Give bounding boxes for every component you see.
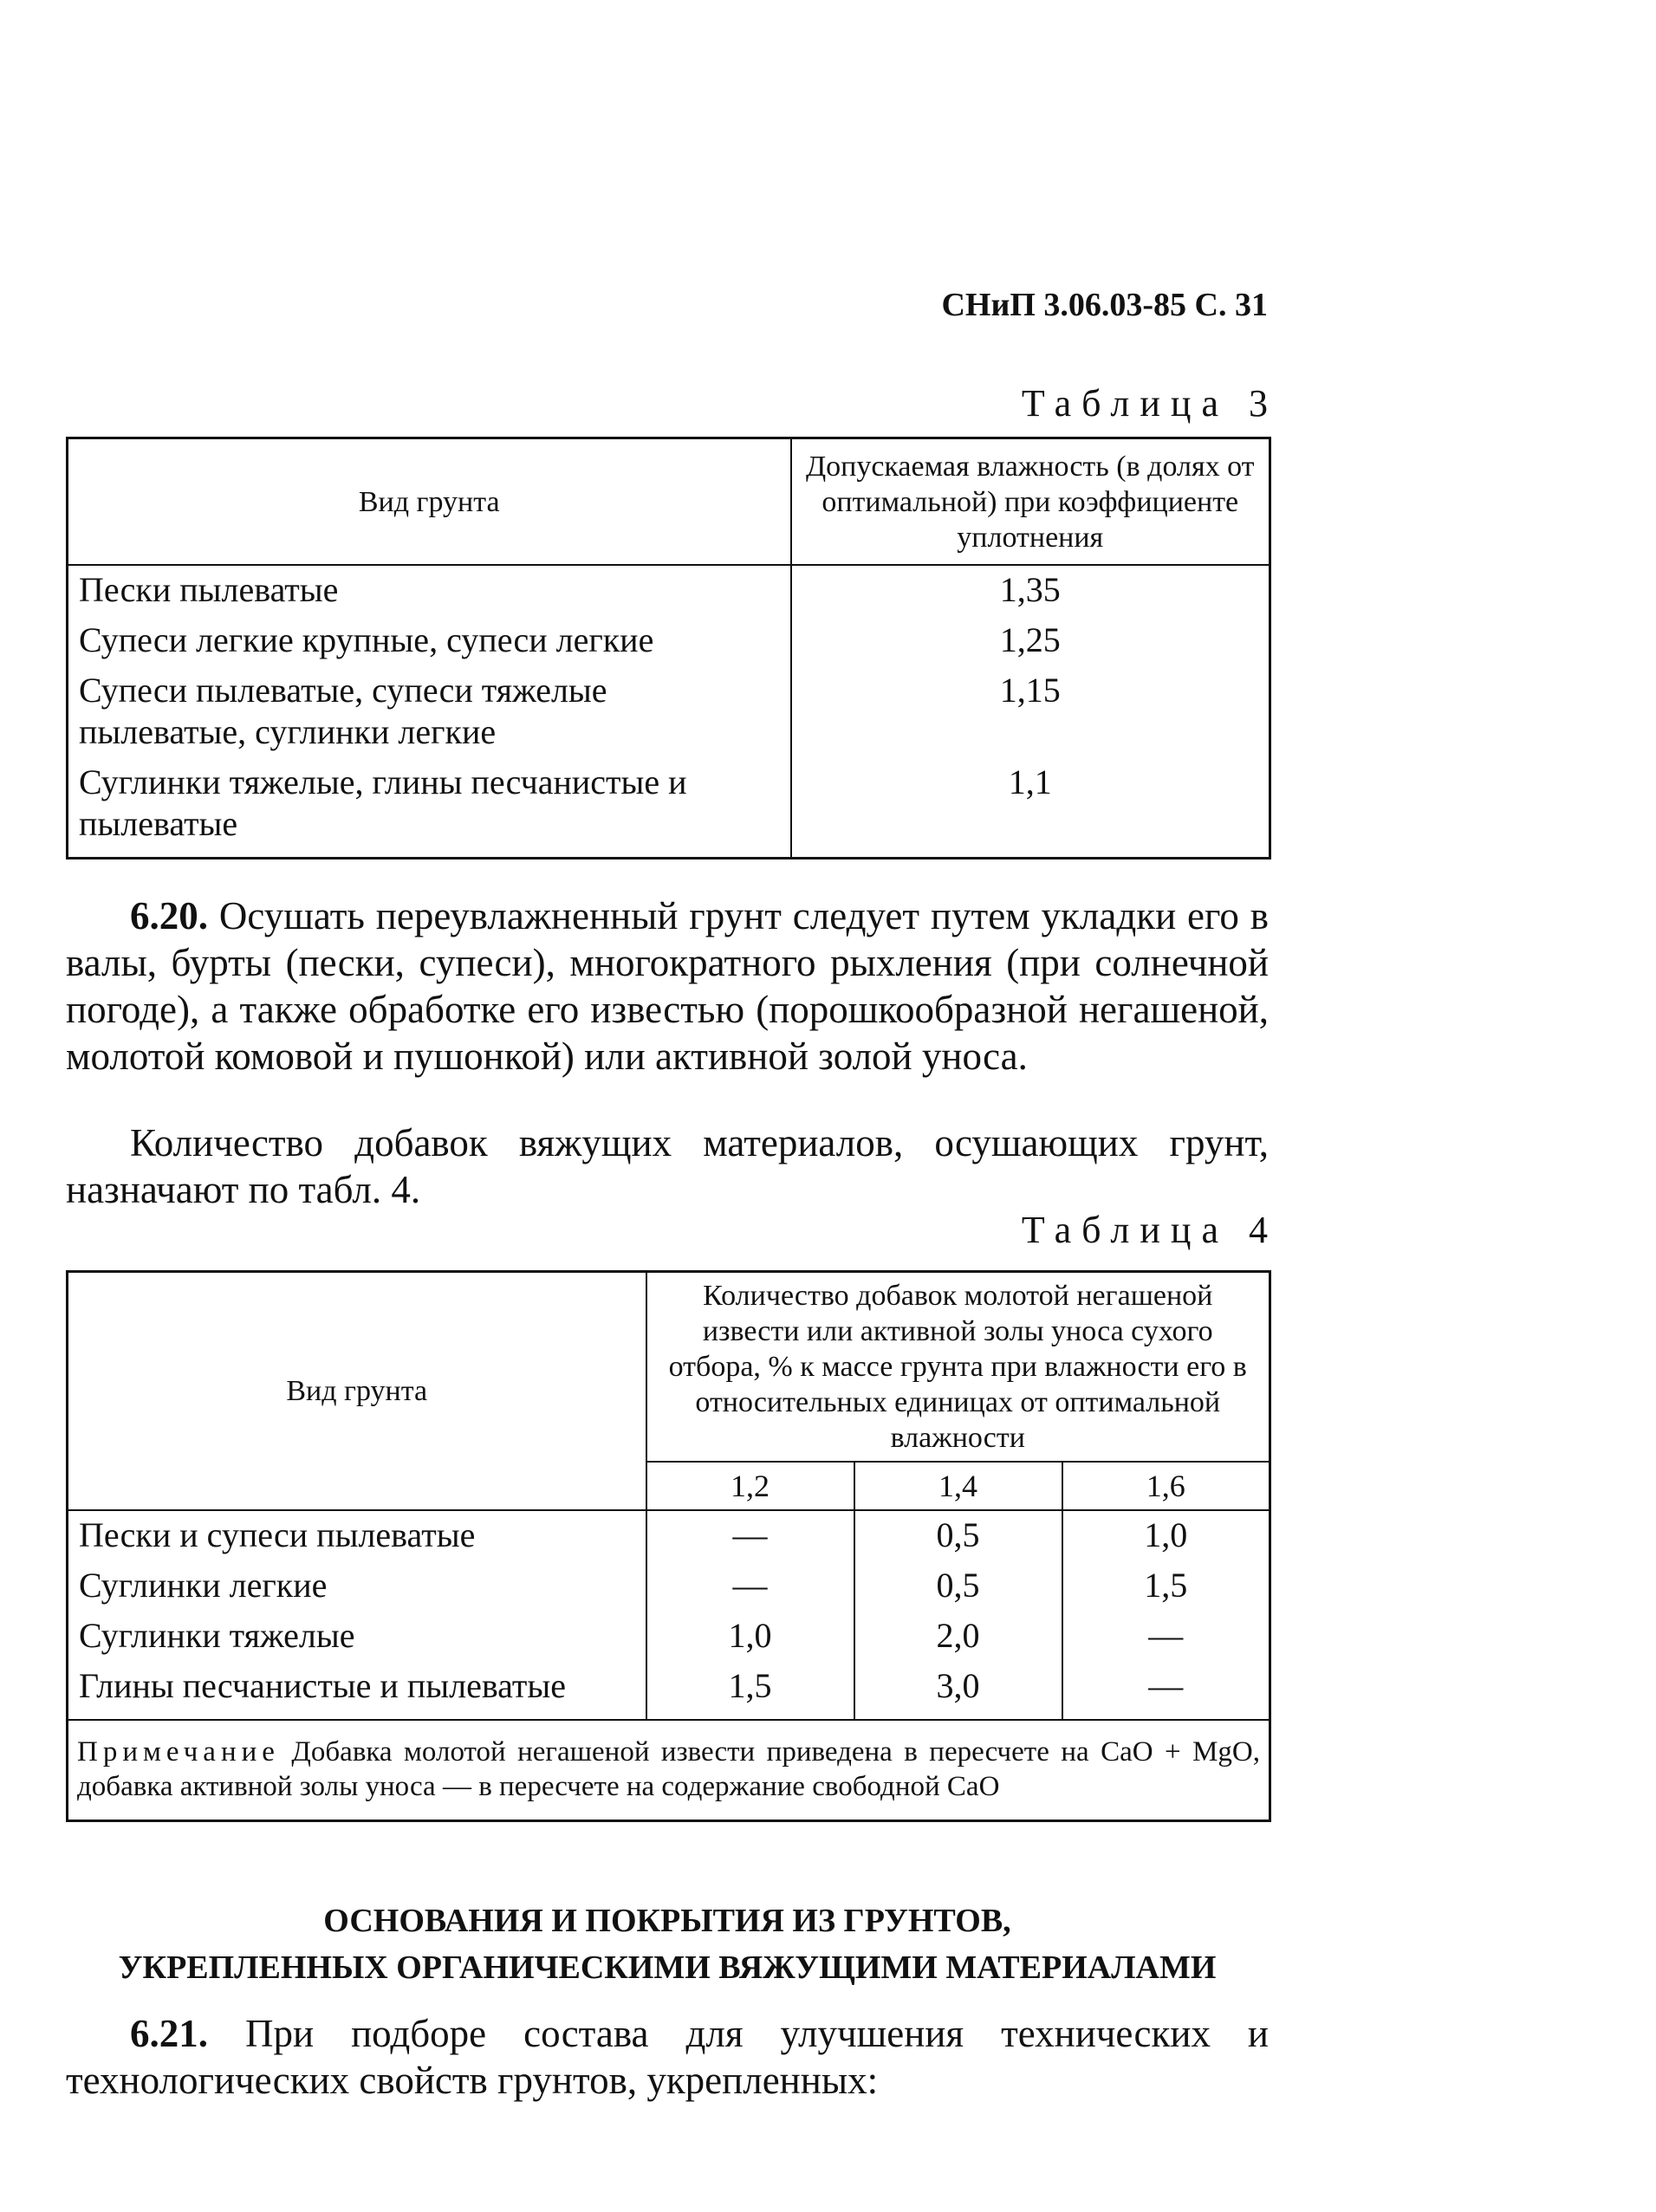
table-4 [66,1270,1271,1822]
table-4-subheader-1-6: 1,6 [1062,1462,1270,1510]
paragraph-number: 6.21. [130,2012,208,2055]
table-3-value-cell: 1,35 [791,565,1270,616]
table-3-caption: Таблица 3 [1021,382,1278,425]
table-4-value-cell: — [1062,1662,1270,1720]
table-4-value-cell: 2,0 [854,1612,1062,1662]
table-4-subheader-1-2: 1,2 [646,1462,854,1510]
paragraph-text: Осушать переувлажненный грунт следует путем укладки его в валы, бурты (пески, супеси), многократного рыхления (при солнечной погоде), а также обработке его известью (порошкообразной негашеной, молотой комовой и пушонкой) или активной золой уноса. [66,894,1269,1078]
paragraph-number: 6.20. [130,894,208,937]
table-4-value-cell: 0,5 [854,1510,1062,1561]
table-row [68,1662,1270,1720]
table-4-header-soil-type: Вид грунта [68,1272,646,1511]
table-3-header-soil-type: Вид грунта [68,438,791,566]
paragraph-6-20 [66,892,1269,1080]
note-text: Добавка молотой негашеной извести приведена в пересчете на CaO + MgO, добавка активной золы уноса — в пересчете на содержание свободной CaO [77,1736,1260,1802]
table-3 [66,437,1271,860]
running-head: СНиП 3.06.03-85 С. 31 [941,287,1268,323]
table-4-soil-cell: Суглинки тяжелые [79,1616,355,1655]
table-row [68,565,1270,616]
table-4-value-cell: 1,5 [646,1662,854,1720]
table-row [68,758,1270,859]
table-3-header-moisture: Допускаемая влажность (в долях от оптимальной) при коэффициенте уплотнения [791,438,1270,566]
table-3-soil-cell: Пески пылеватые [79,570,339,609]
table-4-value-cell: — [1062,1612,1270,1662]
section-heading-line-2: УКРЕПЛЕННЫХ ОРГАНИЧЕСКИМИ ВЯЖУЩИМИ МАТЕРИАЛАМИ [118,1949,1217,1986]
table-4-subheader-1-4: 1,4 [854,1462,1062,1510]
table-3-value-cell: 1,15 [791,666,1270,758]
table-4-value-cell: — [646,1561,854,1612]
table-4-soil-cell: Суглинки легкие [79,1566,328,1605]
table-4-header-additive-amount: Количество добавок молотой негашеной извести или активной золы уноса сухого отбора, % к массе грунта при влажности его в относительных единицах от оптимальной влажности [646,1272,1270,1463]
table-4-value-cell: 3,0 [854,1662,1062,1720]
table-4-caption: Таблица 4 [1021,1209,1278,1251]
section-heading [66,1897,1269,1991]
table-4-soil-cell: Пески и супеси пылеватые [79,1515,476,1554]
paragraph-6-21 [66,2010,1269,2104]
paragraph-6-20-continued: Количество добавок вяжущих материалов, осушающих грунт, назначают по табл. 4. [66,1121,1269,1211]
table-3-soil-cell: Супеси легкие крупные, супеси легкие [79,620,654,659]
table-3-soil-cell: Суглинки тяжелые, глины песчанистые и пылеватые [79,762,687,843]
paragraph-text: При подборе состава для улучшения технических и технологических свойств грунтов, укрепленных: [66,2012,1270,2102]
table-row [68,666,1270,758]
table-row [68,1510,1270,1561]
note-label: Примечание [77,1736,280,1768]
table-4-value-cell: — [646,1510,854,1561]
section-heading-line-1: ОСНОВАНИЯ И ПОКРЫТИЯ ИЗ ГРУНТОВ, [323,1903,1011,1939]
table-4-value-cell: 1,5 [1062,1561,1270,1612]
table-4-value-cell: 1,0 [1062,1510,1270,1561]
table-4-note [68,1720,1270,1821]
table-4-soil-cell: Глины песчанистые и пылеватые [79,1666,567,1705]
table-row [68,616,1270,666]
table-4-note-row [68,1720,1270,1821]
table-3-value-cell: 1,25 [791,616,1270,666]
table-4-value-cell: 1,0 [646,1612,854,1662]
table-row [68,1612,1270,1662]
table-4-value-cell: 0,5 [854,1561,1062,1612]
table-row [68,1561,1270,1612]
table-3-soil-cell: Супеси пылеватые, супеси тяжелые пылеватые, суглинки легкие [79,671,607,751]
table-3-value-cell: 1,1 [791,758,1270,859]
